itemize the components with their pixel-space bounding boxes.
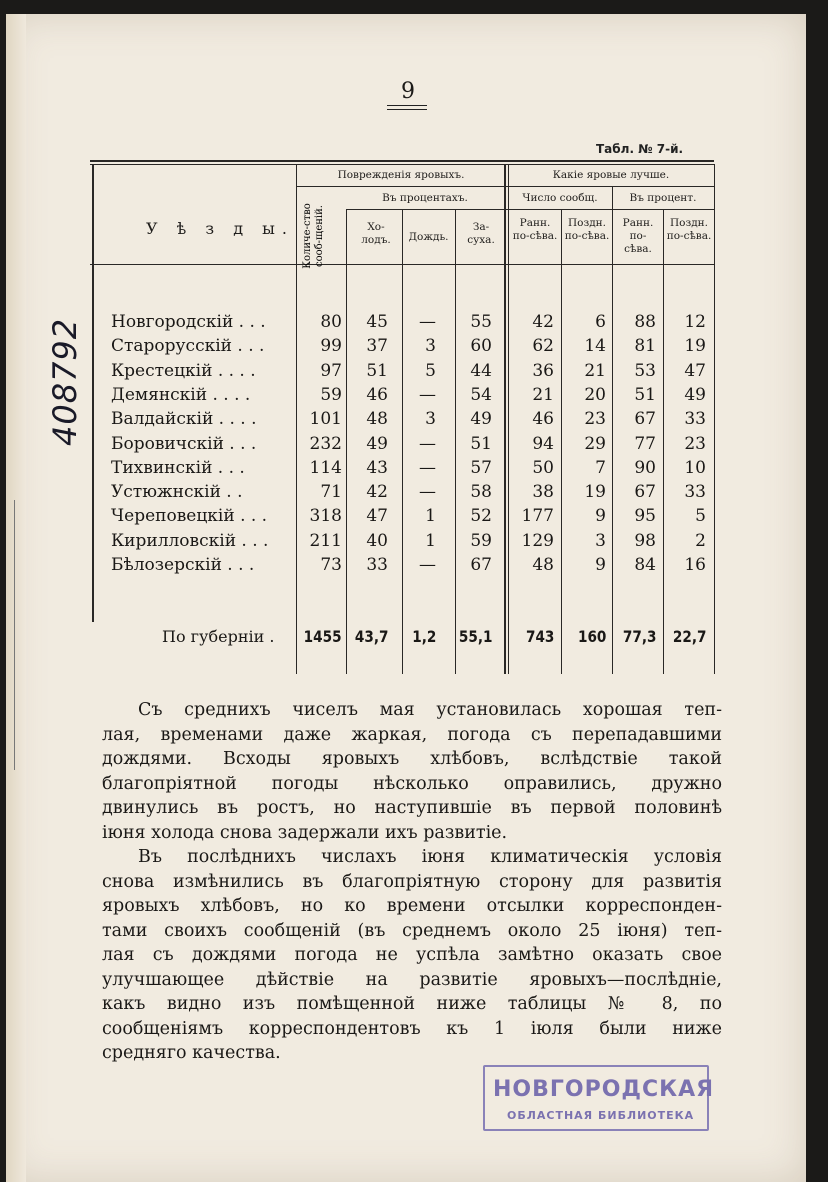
table-row: [6, 409, 806, 433]
cell-drought: 57: [470, 457, 492, 478]
cell-early-p: 51: [634, 384, 656, 405]
row-uezd-name: Череповецкій . . .: [111, 506, 268, 527]
cell-drought: 59: [470, 530, 492, 551]
cell-cold: 51: [366, 360, 388, 381]
cell-early-n: 48: [532, 555, 554, 575]
cell-drought: 52: [470, 506, 492, 527]
cell-count: 318: [309, 506, 342, 527]
row-uezd-name: Валдайскій . . . .: [111, 409, 257, 430]
cell-late-p: 12: [684, 312, 706, 332]
header-damage: Поврежденія яровыхъ.: [337, 169, 465, 181]
cell-rain: 1: [425, 506, 436, 527]
cell-early-n: 46: [532, 409, 554, 430]
text-line: улучшающее дѣйствіе на развитіе яровыхъ—послѣдніе,: [102, 969, 722, 990]
cell-rain: 3: [425, 409, 436, 430]
table-total-row: [6, 627, 806, 651]
cell-late-n: 20: [584, 384, 606, 405]
cell-late-p: 23: [684, 433, 706, 454]
cell-early-n: 94: [532, 433, 554, 454]
cell-count: 71: [320, 482, 342, 503]
stamp-line-2: ОБЛАСТНАЯ БИБЛИОТЕКА: [507, 1109, 695, 1122]
cell-rain: —: [419, 312, 436, 332]
header-percent: Въ процентахъ.: [382, 192, 468, 204]
cell-early-n: 38: [532, 482, 554, 503]
cell-late-n: 9: [595, 506, 606, 527]
text-line: іюня холода снова задержали ихъ развитіе.: [102, 822, 508, 843]
cell-early-p: 98: [634, 530, 656, 551]
text-line: благопріятной погоды нѣсколько оправились, дружно: [102, 773, 722, 794]
cell-early-n: 36: [532, 360, 554, 381]
cell-cold: 47: [366, 506, 388, 527]
document-page: [6, 14, 806, 1182]
text-line: Съ среднихъ чиселъ мая установилась хорошая теп-: [138, 700, 722, 720]
cell-late-p: 16: [684, 555, 706, 575]
cell-count: 232: [309, 433, 342, 454]
header-better-rule: [506, 209, 714, 210]
cell-early-p: 53: [634, 360, 656, 381]
cell-early-p: 77,3: [622, 627, 656, 646]
cell-rain: —: [419, 457, 436, 478]
header-drought: За-суха.: [467, 221, 495, 246]
stamp-line-1: НОВГОРОДСКАЯ: [493, 1077, 715, 1102]
cell-drought: 55,1: [458, 627, 492, 646]
header-percent-rule: [346, 209, 508, 210]
header-early-2: Ранн. по-сѣва.: [622, 217, 654, 255]
cell-drought: 44: [470, 360, 492, 381]
cell-late-p: 49: [684, 384, 706, 405]
cell-drought: 55: [470, 312, 492, 332]
cell-late-p: 10: [684, 457, 706, 478]
cell-cold: 49: [366, 433, 388, 454]
cell-late-p: 5: [695, 506, 706, 527]
cell-early-p: 77: [634, 433, 656, 454]
cell-late-n: 6: [595, 312, 606, 332]
table-row: [6, 312, 806, 336]
header-late-2: Поздн. по-сѣва.: [666, 217, 712, 242]
library-stamp: [483, 1065, 715, 1131]
page-number: 9: [401, 79, 415, 104]
cell-cold: 48: [366, 409, 388, 430]
table-top-rule: [90, 160, 714, 162]
text-line: лая, временами даже жаркая, погода съ перепадавшими: [102, 724, 722, 745]
cell-cold: 42: [366, 482, 388, 503]
cell-early-p: 67: [634, 482, 656, 503]
cell-late-n: 3: [595, 530, 606, 551]
header-number: Число сообщ.: [522, 192, 598, 204]
cell-late-n: 9: [595, 555, 606, 575]
cell-drought: 51: [470, 433, 492, 454]
text-line: какъ видно изъ помѣщенной ниже таблицы № 8, по: [102, 994, 722, 1014]
header-better: Какіе яровые лучше.: [552, 169, 670, 181]
cell-cold: 46: [366, 384, 388, 405]
cell-cold: 43,7: [354, 627, 388, 646]
cell-count: 211: [309, 530, 342, 551]
cell-early-p: 67: [634, 409, 656, 430]
cell-count: 97: [320, 360, 342, 381]
cell-early-p: 90: [634, 457, 656, 478]
cell-rain: —: [419, 433, 436, 454]
cell-rain: —: [419, 384, 436, 405]
cell-early-n: 743: [525, 627, 554, 646]
header-percent-2: Въ процент.: [629, 192, 697, 204]
row-uezd-name: Старорусскій . . .: [111, 336, 265, 357]
handwritten-inventory-number: 408792: [46, 317, 84, 446]
cell-early-p: 84: [634, 555, 656, 575]
cell-drought: 49: [470, 409, 492, 430]
table-row: [6, 531, 806, 555]
table-row: [6, 361, 806, 385]
row-uezd-name: Новгородскій . . .: [111, 312, 266, 332]
header-early-1: Ранн. по-сѣва.: [512, 217, 558, 242]
text-line: Въ послѣднихъ числахъ іюня климатическія условія: [138, 847, 722, 867]
cell-early-n: 177: [521, 506, 554, 527]
cell-cold: 37: [366, 336, 388, 357]
row-uezd-name: Устюжнскій . .: [111, 482, 243, 503]
cell-drought: 67: [470, 555, 492, 575]
row-uezd-name: По губерніи .: [162, 627, 275, 646]
cell-count: 1455: [304, 627, 342, 646]
cell-rain: 3: [425, 336, 436, 357]
cell-count: 80: [320, 312, 342, 332]
cell-early-n: 62: [532, 336, 554, 357]
table-row: [6, 555, 806, 579]
cell-rain: 5: [425, 360, 436, 381]
cell-drought: 54: [470, 384, 492, 405]
table-row: [6, 336, 806, 360]
cell-late-n: 29: [584, 433, 606, 454]
cell-late-n: 21: [584, 360, 606, 381]
cell-early-p: 95: [634, 506, 656, 527]
text-line: тами своихъ сообщеній (въ среднемъ около 25 іюня) теп-: [102, 920, 722, 941]
cell-early-p: 88: [634, 312, 656, 332]
header-count: Количе-ство сооб-щеній.: [302, 203, 325, 269]
text-line: сообщеніямъ корреспондентовъ къ 1 іюля были ниже: [102, 1018, 722, 1039]
table-row: [6, 482, 806, 506]
row-uezd-name: Тихвинскій . . .: [111, 457, 245, 478]
cell-count: 99: [320, 336, 342, 357]
cell-late-p: 19: [684, 336, 706, 357]
text-line: снова измѣнились въ благопріятную сторону для развитія: [102, 871, 722, 892]
cell-cold: 40: [366, 530, 388, 551]
cell-late-n: 160: [577, 627, 606, 646]
row-uezd-name: Демянскій . . . .: [111, 384, 251, 405]
cell-early-p: 81: [634, 336, 656, 357]
cell-late-p: 47: [684, 360, 706, 381]
cell-count: 73: [320, 555, 342, 575]
text-line: яровыхъ хлѣбовъ, но ко времени отсылки корреспонден-: [102, 896, 722, 916]
cell-early-n: 21: [532, 384, 554, 405]
cell-drought: 58: [470, 482, 492, 503]
cell-late-n: 7: [595, 457, 606, 478]
table-row: [6, 506, 806, 530]
cell-early-n: 42: [532, 312, 554, 332]
table-number-label: Табл. № 7-й.: [596, 142, 684, 156]
col-header-uezdy: У ѣ з д ы.: [146, 219, 294, 238]
paragraph-2: [102, 845, 722, 1066]
row-uezd-name: Боровичскій . . .: [111, 433, 257, 454]
cell-count: 114: [309, 457, 342, 478]
text-line: двинулись въ ростъ, но наступившіе въ первой половинѣ: [102, 798, 722, 818]
row-uezd-name: Крестецкій . . . .: [111, 360, 256, 381]
cell-late-n: 23: [584, 409, 606, 430]
cell-count: 59: [320, 384, 342, 405]
cell-late-n: 14: [584, 336, 606, 357]
cell-rain: 1: [425, 530, 436, 551]
paragraph-1: [102, 698, 722, 845]
cell-late-n: 19: [584, 482, 606, 503]
cell-rain: —: [419, 482, 436, 503]
cell-cold: 33: [366, 555, 388, 575]
row-uezd-name: Кирилловскій . . .: [111, 530, 269, 551]
cell-rain: —: [419, 555, 436, 575]
text-line: дождями. Всходы яровыхъ хлѣбовъ, вслѣдствіе такой: [102, 749, 722, 769]
cell-cold: 45: [366, 312, 388, 332]
header-rain: Дождь.: [408, 231, 449, 243]
table-top-rule-inner: [90, 164, 714, 165]
cell-late-p: 22,7: [672, 627, 706, 646]
cell-late-p: 2: [695, 530, 706, 551]
row-uezd-name: Бѣлозерскій . . .: [111, 555, 255, 575]
table-row: [6, 458, 806, 482]
cell-late-p: 33: [684, 482, 706, 503]
cell-rain: 1,2: [411, 627, 436, 646]
table-row: [6, 385, 806, 409]
header-late-1: Поздн. по-сѣва.: [564, 217, 610, 242]
table-row: [6, 434, 806, 458]
text-line: лая съ дождями погода не успѣла замѣтно оказать свое: [102, 945, 722, 965]
cell-drought: 60: [470, 336, 492, 357]
header-cold: Хо-лодъ.: [361, 221, 391, 246]
cell-early-n: 129: [521, 530, 554, 551]
cell-late-p: 33: [684, 409, 706, 430]
cell-cold: 43: [366, 457, 388, 478]
text-line: средняго качества.: [102, 1043, 281, 1063]
cell-early-n: 50: [532, 457, 554, 478]
cell-count: 101: [309, 409, 342, 430]
